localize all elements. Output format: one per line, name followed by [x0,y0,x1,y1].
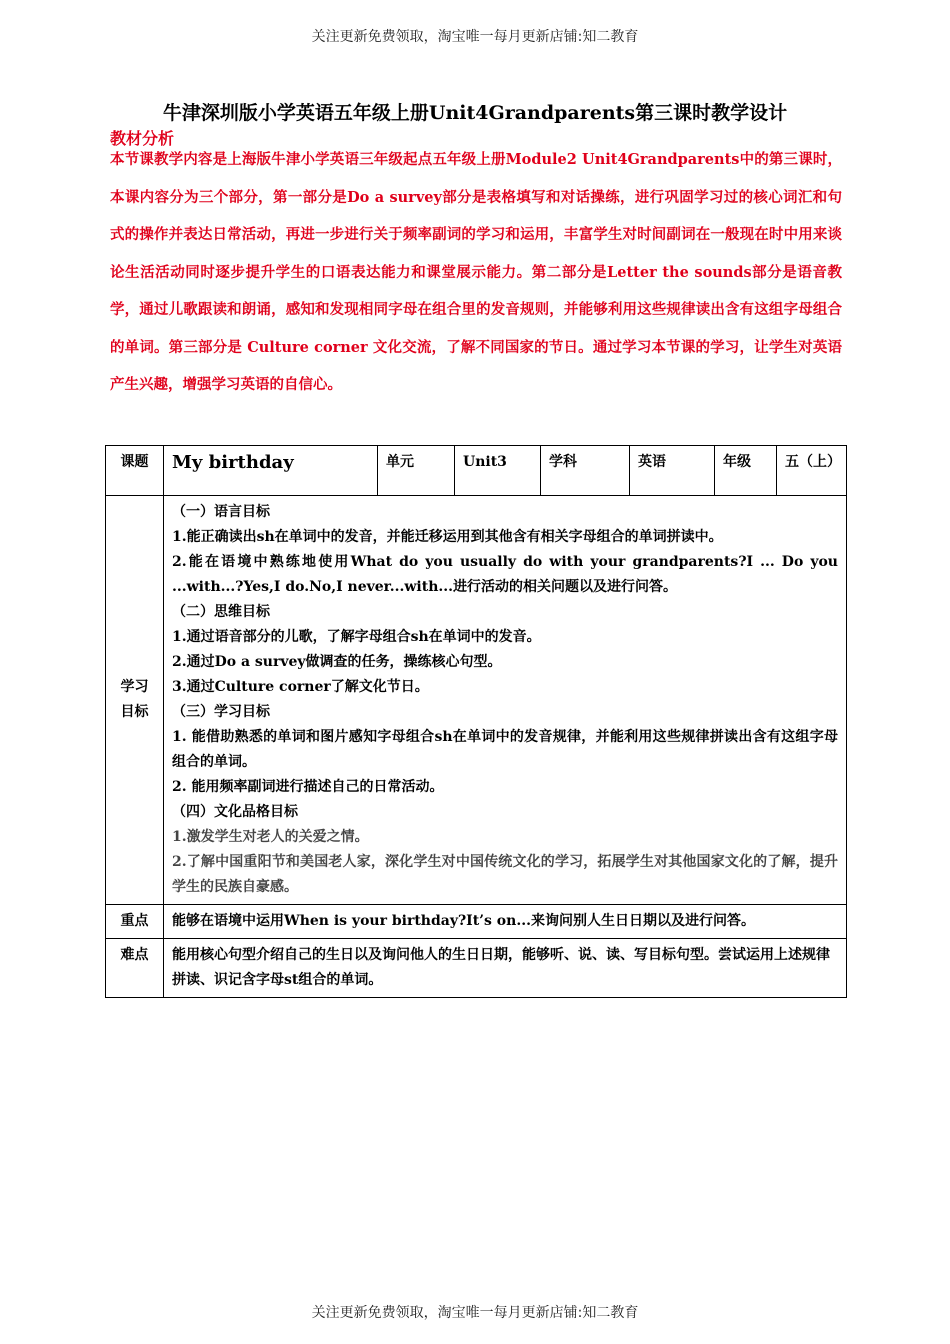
table-row-objectives [106,496,847,905]
lesson-table [105,445,847,998]
unit-value: Unit3 [455,446,541,496]
objective-line: 3.通过Culture corner了解文化节日。 [172,679,429,695]
analysis-heading: 教材分析 [110,129,175,148]
objective-line: 1.能正确读出sh在单词中的发音，并能迁移运用到其他含有相关字母组合的单词拼读中。 [172,529,723,545]
grade-value: 五（上） [777,446,847,496]
objective-line: 1.通过语音部分的儿歌，了解字母组合sh在单词中的发音。 [172,629,541,645]
footer-note: 关注更新免费领取，淘宝唯一每月更新店铺:知二教育 [311,1305,639,1321]
objectives-label-line2: 目标 [120,704,149,720]
grade-label: 年级 [715,446,777,496]
table-row-key-point [106,905,847,939]
objective-line: 1. 能借助熟悉的单词和图片感知字母组合sh在单词中的发音规律，并能利用这些规律拼读出含有这组字母组合的单词。 [172,729,838,770]
difficulty-label: 难点 [106,939,164,998]
objective-line: （一）语言目标 [172,504,270,520]
key-point-text: 能够在语境中运用When is your birthday?It’s on...来询问别人生日日期以及进行问答。 [164,905,847,939]
topic-label: 课题 [106,446,164,496]
header-note: 关注更新免费领取，淘宝唯一每月更新店铺:知二教育 [311,29,639,45]
unit-label: 单元 [378,446,455,496]
document-title: 牛津深圳版小学英语五年级上册Unit4Grandparents第三课时教学设计 [162,102,788,124]
subject-value: 英语 [630,446,715,496]
key-point-label: 重点 [106,905,164,939]
objective-line: （二）思维目标 [172,604,270,620]
objectives-content [164,496,847,905]
topic-value: My birthday [164,446,378,496]
objective-line: （三）学习目标 [172,704,270,720]
table-row-topic [106,446,847,496]
objective-line: 1.激发学生对老人的关爱之情。 [172,829,369,845]
analysis-body: 本节课教学内容是上海版牛津小学英语三年级起点五年级上册Module2 Unit4Grandparents中的第三课时，本课内容分为三个部分，第一部分是Do a survey部分是表格填写和对话操练，进行巩固学习过的核心词汇和句式的操作并表达日常活动，再进一步进行关于频率副词的学习和运用，丰富学生对时间副词在一般现在时中用来谈论生活活动同时逐步提升学生的口语表达能力和课堂展示能力。第二部分是Letter the sounds部分是语音教学，通过儿歌跟读和朗诵，感知和发现相同字母在组合里的发音规则，并能够利用这些规律读出含有这组字母组合的单词。第三部分是 Culture corner 文化交流，了解不同国家的节日。通过学习本节课的学习，让学生对英语产生兴趣，增强学习英语的自信心。 [110,151,842,393]
table-row-difficulty [106,939,847,998]
objective-line: 2.了解中国重阳节和美国老人家，深化学生对中国传统文化的学习，拓展学生对其他国家文化的了解，提升学生的民族自豪感。 [172,854,838,895]
objective-line: 2. 能用频率副词进行描述自己的日常活动。 [172,779,444,795]
objective-line: 2.能在语境中熟练地使用What do you usually do with your grandparents?I ... Do you ...with...?Yes,I do.No,I never...with...进行活动的相关问题以及进行问答。 [172,554,838,595]
objectives-label-line1: 学习 [120,679,149,695]
objective-line: 2.通过Do a survey做调查的任务，操练核心句型。 [172,654,502,670]
objectives-label [106,496,164,905]
difficulty-text: 能用核心句型介绍自己的生日以及询问他人的生日日期，能够听、说、读、写目标句型。尝试运用上述规律拼读、识记含字母st组合的单词。 [164,939,847,998]
objective-line: （四）文化品格目标 [172,804,298,820]
subject-label: 学科 [541,446,630,496]
